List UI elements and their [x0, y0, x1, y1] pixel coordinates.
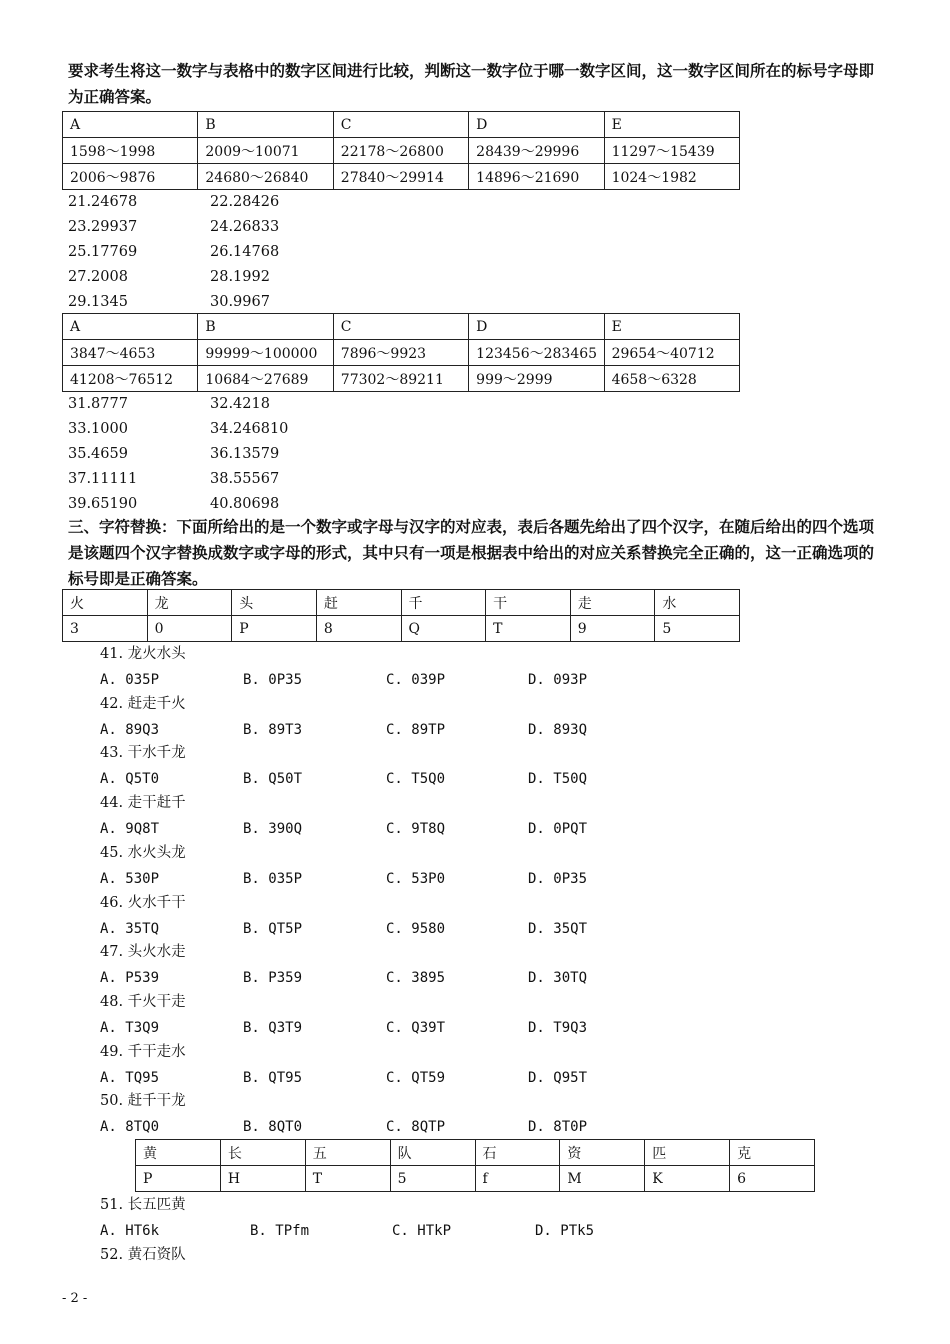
answer-option: A. 89Q3	[100, 721, 160, 738]
code-row	[136, 1166, 815, 1192]
char-code-table-1	[62, 589, 740, 642]
char-cell: 五	[305, 1140, 390, 1166]
answer-option: B. 0P35	[243, 672, 303, 688]
char-cell: 千	[401, 590, 486, 616]
table-row	[63, 340, 740, 366]
answer-option: C. 89TP	[386, 721, 446, 738]
answer-option: C. 039P	[386, 672, 446, 688]
table-cell: 1598～1998	[63, 138, 198, 164]
answer-option: B. 390Q	[243, 821, 303, 838]
question-stem: 49. 千干走水	[100, 1043, 186, 1060]
answer-option: B. Q50T	[243, 771, 303, 788]
answer-option: B. QT95	[243, 1069, 303, 1086]
table-cell: 10684～27689	[198, 366, 333, 392]
char-cell: 龙	[147, 590, 232, 616]
table-header-row	[63, 314, 740, 340]
table-row	[63, 164, 740, 190]
instruction-paragraph: 要求考生将这一数字与表格中的数字区间进行比较，判断这一数字位于哪一数字区间，这一数字区间所在的标号字母即为正确答案。	[68, 62, 875, 106]
table-cell: 3847～4653	[63, 340, 198, 366]
char-code-table-2	[135, 1139, 815, 1192]
table-cell: 11297～15439	[604, 138, 739, 164]
answer-option: B. Q3T9	[243, 1019, 303, 1036]
code-cell: 5	[655, 616, 740, 642]
number-item: 24.26833	[210, 219, 280, 235]
number-item: 36.13579	[210, 446, 280, 462]
code-cell: f	[475, 1166, 560, 1192]
number-item: 28.1992	[210, 269, 270, 285]
number-item: 25.17769	[68, 244, 138, 260]
answer-option: D. 0P35	[528, 870, 588, 887]
answer-option: B. TPfm	[250, 1223, 310, 1239]
code-cell: T	[486, 616, 571, 642]
char-cell: 火	[63, 590, 148, 616]
answer-option: C. Q39T	[386, 1019, 446, 1036]
answer-option: C. 53P0	[386, 870, 446, 887]
code-cell: P	[136, 1166, 221, 1192]
answer-option: B. 89T3	[243, 721, 303, 738]
char-cell: 石	[475, 1140, 560, 1166]
char-cell: 头	[232, 590, 317, 616]
table-header-cell: D	[469, 314, 604, 340]
table-header-cell: E	[604, 112, 739, 138]
code-cell: P	[232, 616, 317, 642]
char-cell: 赶	[316, 590, 401, 616]
answer-option: C. HTkP	[392, 1223, 452, 1239]
table-cell: 7896～9923	[333, 340, 468, 366]
table-row	[63, 138, 740, 164]
answer-option: C. 8QTP	[386, 1119, 446, 1136]
code-cell: K	[645, 1166, 730, 1192]
char-cell: 水	[655, 590, 740, 616]
table-cell: 99999～100000	[198, 340, 333, 366]
table-cell: 41208～76512	[63, 366, 198, 392]
answer-option: A. TQ95	[100, 1069, 160, 1086]
char-cell: 队	[390, 1140, 475, 1166]
number-item: 27.2008	[68, 269, 128, 285]
answer-option: B. 035P	[243, 870, 303, 887]
table-cell: 123456～283465	[469, 340, 604, 366]
table-cell: 29654～40712	[604, 340, 739, 366]
question-stem: 47. 头火水走	[100, 944, 186, 961]
answer-option: C. 9580	[386, 920, 446, 937]
table-cell: 999～2999	[469, 366, 604, 392]
answer-option: D. 0PQT	[528, 821, 588, 838]
table-header-cell: B	[198, 314, 333, 340]
code-cell: H	[220, 1166, 305, 1192]
answer-option: B. QT5P	[243, 920, 303, 937]
table-cell: 14896～21690	[469, 164, 604, 190]
question-stem: 45. 水火头龙	[100, 844, 186, 861]
answer-option: C. 3895	[386, 970, 446, 987]
char-cell: 黄	[136, 1140, 221, 1166]
answer-option: D. T9Q3	[528, 1019, 588, 1036]
number-item: 26.14768	[210, 244, 280, 260]
question-stem: 42. 赶走千火	[100, 695, 186, 712]
number-item: 32.4218	[210, 396, 270, 412]
number-item: 35.4659	[68, 446, 128, 462]
table-header-cell: E	[604, 314, 739, 340]
question-stem: 43. 干水千龙	[100, 745, 186, 762]
table-cell: 4658～6328	[604, 366, 739, 392]
number-item: 30.9967	[210, 294, 270, 310]
table-cell: 28439～29996	[469, 138, 604, 164]
table-header-cell: C	[333, 112, 468, 138]
number-item: 21.24678	[68, 194, 138, 210]
question-stem: 50. 赶千干龙	[100, 1093, 186, 1110]
number-item: 38.55567	[210, 471, 280, 487]
table-cell: 24680～26840	[198, 164, 333, 190]
code-cell: 6	[730, 1166, 815, 1192]
table-cell: 22178～26800	[333, 138, 468, 164]
answer-option: C. T5Q0	[386, 771, 446, 788]
answer-option: D. 35QT	[528, 920, 588, 937]
section-3-paragraph: 三、字符替换：下面所给出的是一个数字或字母与汉字的对应表，表后各题先给出了四个汉字，在随后给出的四个选项是该题四个汉字替换成数字或字母的形式，其中只有一项是根据表中给出的对应关系替换完全正确的，这一正确选项的标号即是正确答案。	[68, 518, 875, 588]
answer-option: A. 530P	[100, 870, 160, 887]
question-stem: 44. 走干赶千	[100, 795, 186, 812]
answer-option: A. 9Q8T	[100, 821, 160, 838]
code-cell: 8	[316, 616, 401, 642]
answer-option: B. P359	[243, 970, 303, 987]
code-cell: 5	[390, 1166, 475, 1192]
table-header-cell: A	[63, 112, 198, 138]
answer-option: A. T3Q9	[100, 1019, 160, 1036]
answer-option: A. 35TQ	[100, 920, 160, 937]
page-number: - 2 -	[62, 1291, 88, 1306]
code-cell: M	[560, 1166, 645, 1192]
question-stem: 46. 火水千干	[100, 894, 186, 911]
table-cell: 2009～10071	[198, 138, 333, 164]
answer-option: A. 035P	[100, 672, 160, 688]
char-cell: 克	[730, 1140, 815, 1166]
char-cell: 干	[486, 590, 571, 616]
char-row	[136, 1140, 815, 1166]
answer-option: D. 893Q	[528, 721, 588, 738]
char-cell: 资	[560, 1140, 645, 1166]
char-cell: 匹	[645, 1140, 730, 1166]
char-cell: 走	[570, 590, 655, 616]
answer-option: C. QT59	[386, 1069, 446, 1086]
question-stem: 48. 千火干走	[100, 993, 186, 1010]
answer-option: D. 8T0P	[528, 1119, 588, 1136]
answer-option: D. PTk5	[535, 1223, 595, 1239]
table-cell: 77302～89211	[333, 366, 468, 392]
number-item: 23.29937	[68, 219, 138, 235]
range-table-1	[62, 111, 740, 190]
code-cell: Q	[401, 616, 486, 642]
code-cell: T	[305, 1166, 390, 1192]
answer-option: B. 8QT0	[243, 1119, 303, 1136]
number-item: 29.1345	[68, 294, 128, 310]
number-item: 39.65190	[68, 496, 138, 512]
table-header-cell: D	[469, 112, 604, 138]
table-cell: 2006～9876	[63, 164, 198, 190]
range-table-2	[62, 313, 740, 392]
answer-option: D. Q95T	[528, 1069, 588, 1086]
number-item: 37.11111	[68, 471, 138, 487]
table-header-row	[63, 112, 740, 138]
number-item: 22.28426	[210, 194, 280, 210]
number-item: 31.8777	[68, 396, 128, 412]
char-cell: 长	[220, 1140, 305, 1166]
code-cell: 9	[570, 616, 655, 642]
number-item: 40.80698	[210, 496, 280, 512]
answer-option: D. 30TQ	[528, 970, 588, 987]
answer-option: A. 8TQ0	[100, 1119, 160, 1136]
code-cell: 3	[63, 616, 148, 642]
answer-option: A. Q5T0	[100, 771, 160, 788]
table-header-cell: C	[333, 314, 468, 340]
number-item: 34.246810	[210, 421, 289, 437]
answer-option: C. 9T8Q	[386, 821, 446, 838]
table-header-cell: A	[63, 314, 198, 340]
table-cell: 27840～29914	[333, 164, 468, 190]
answer-option: A. HT6k	[100, 1223, 160, 1239]
table-row	[63, 366, 740, 392]
answer-option: A. P539	[100, 970, 160, 987]
answer-option: D. 093P	[528, 672, 588, 688]
table-cell: 1024～1982	[604, 164, 739, 190]
answer-option: D. T50Q	[528, 771, 588, 788]
question-stem: 51. 长五匹黄	[100, 1197, 186, 1213]
code-row	[63, 616, 740, 642]
question-stem: 52. 黄石资队	[100, 1246, 186, 1263]
char-row	[63, 590, 740, 616]
question-stem: 41. 龙火水头	[100, 646, 186, 662]
number-item: 33.1000	[68, 421, 128, 437]
code-cell: 0	[147, 616, 232, 642]
table-header-cell: B	[198, 112, 333, 138]
